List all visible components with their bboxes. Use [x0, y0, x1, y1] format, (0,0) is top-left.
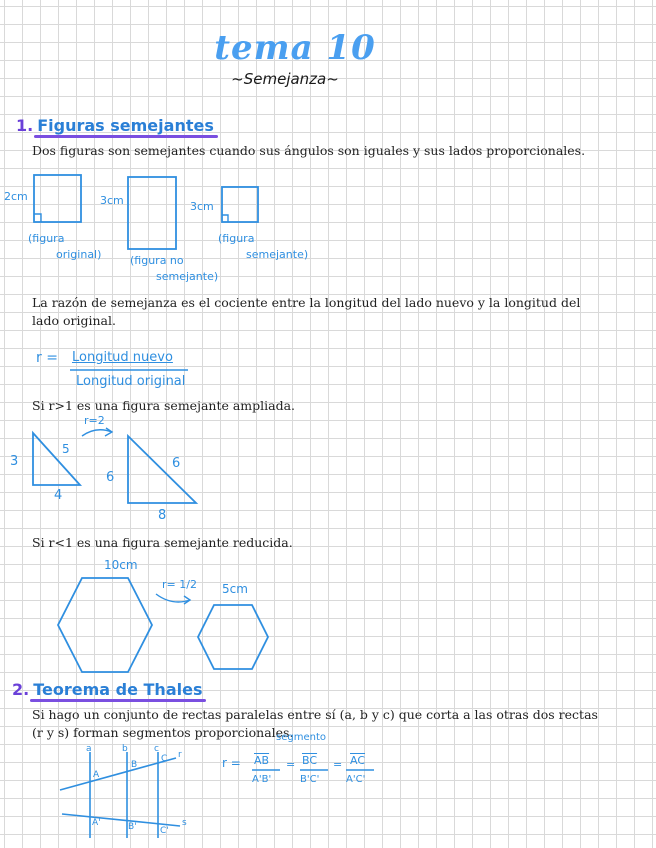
section-1-title: Figuras semejantes	[37, 116, 214, 135]
thales-point-C-prime: C'	[160, 826, 169, 836]
thales-label-r: r	[178, 750, 182, 760]
triangle-big-hyp: 6	[172, 456, 181, 471]
section-1-paragraph-1: Dos figuras son semejantes cuando sus ángulos son iguales y sus lados proporcionales.	[32, 143, 586, 158]
ratio-enlarge: r=2	[84, 414, 105, 427]
thales-formula-eq-1: =	[286, 758, 296, 771]
label-not-similar-side: 3cm	[100, 194, 124, 207]
thales-point-A: A	[93, 770, 100, 780]
section-1-paragraph-3: Si r>1 es una figura semejante ampliada.	[32, 398, 296, 413]
section-1-paragraph-4: Si r<1 es una figura semejante reducida.	[32, 535, 293, 550]
caption-original-2: original)	[56, 248, 102, 261]
thales-formula-d1: A'B'	[252, 774, 272, 785]
thales-point-A-prime: A'	[92, 818, 101, 828]
thales-point-C: C	[161, 754, 168, 764]
thales-formula-r: r =	[222, 756, 241, 770]
hexagon-small-label: 5cm	[222, 582, 248, 596]
thales-formula-note: segmento	[276, 732, 326, 743]
thales-formula-eq-2: =	[333, 758, 343, 771]
thales-point-B-prime: B'	[128, 822, 137, 832]
thales-point-B: B	[131, 760, 138, 770]
ratio-reduce: r= 1/2	[162, 578, 197, 591]
formula-denominator: Longitud original	[76, 374, 186, 389]
caption-similar-1: (figura	[218, 232, 255, 245]
caption-similar-2: semejante)	[246, 248, 309, 261]
thales-formula-n1: $\overline{AB}$	[254, 754, 270, 767]
section-1-paragraph-2: La razón de semejanza es el cociente entre la longitud del lado nuevo y la longitud del lado original.	[32, 295, 581, 328]
formula-r: r =	[36, 350, 58, 366]
thales-label-b: b	[122, 744, 128, 754]
caption-not-similar-1: (figura no	[130, 254, 184, 267]
caption-not-similar-2: semejante)	[156, 270, 219, 283]
triangle-big-left: 6	[106, 470, 115, 485]
section-1-number: 1.	[16, 116, 34, 135]
label-similar-side: 3cm	[190, 200, 214, 213]
formula-numerator: Longitud nuevo	[72, 350, 173, 365]
thales-label-a: a	[86, 744, 92, 754]
caption-original-1: (figura	[28, 232, 65, 245]
thales-formula-d3: A'C'	[346, 774, 366, 785]
thales-formula-n3: $\overline{AC}$	[350, 754, 366, 767]
triangle-small-bottom: 4	[54, 488, 63, 503]
thales-label-s: s	[182, 818, 187, 828]
page-title: tema 10	[214, 28, 376, 68]
thales-formula-d2: B'C'	[300, 774, 320, 785]
section-2-number: 2.	[12, 680, 30, 699]
section-2-paragraph-1: Si hago un conjunto de rectas paralelas entre sí (a, b y c) que corta a las otras dos rectas (r y s) forman segmentos proporcionales.	[32, 707, 598, 740]
thales-formula-n2: $\overline{BC}$	[302, 754, 318, 767]
triangle-big-bottom: 8	[158, 508, 167, 523]
label-original-side: 2cm	[4, 190, 28, 203]
page-subtitle: ~Semejanza~	[231, 70, 339, 88]
triangle-small-hyp: 5	[62, 442, 70, 456]
section-2-title: Teorema de Thales	[33, 680, 203, 699]
thales-label-c: c	[154, 744, 159, 754]
triangle-small-left: 3	[10, 454, 19, 469]
hexagon-big-label: 10cm	[104, 558, 138, 572]
